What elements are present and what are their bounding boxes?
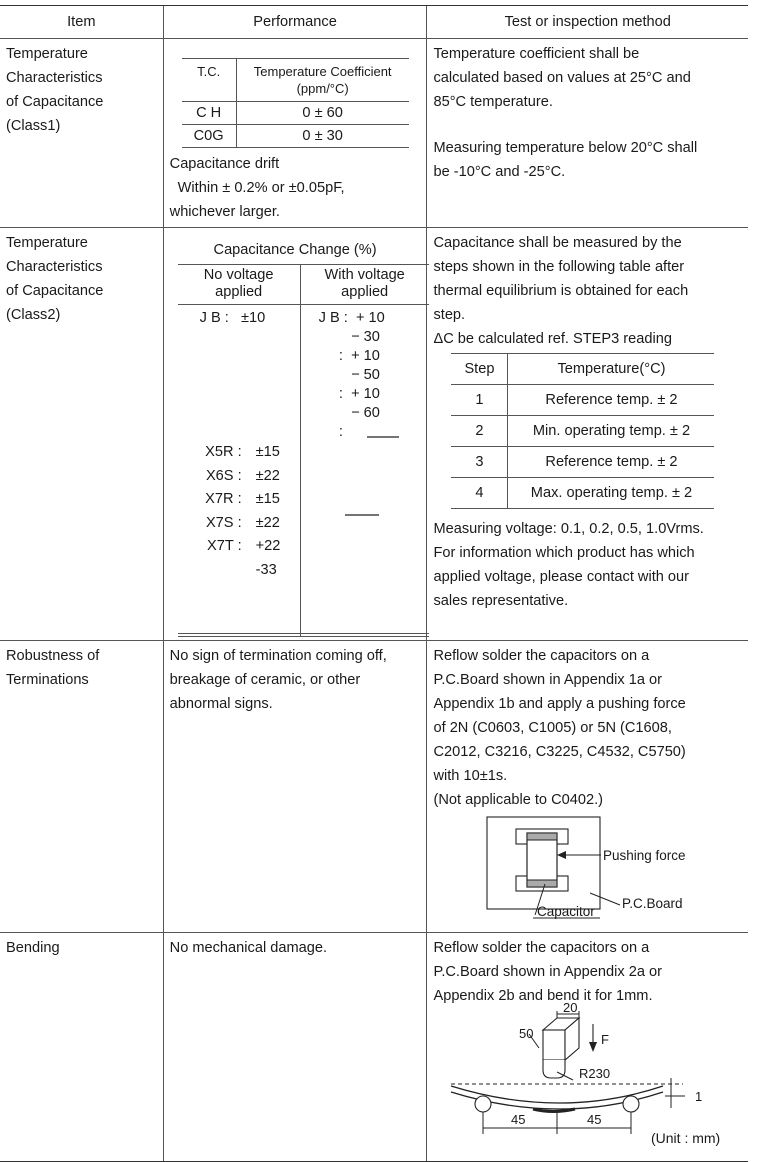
jb-voltage-line: − 50: [318, 367, 380, 383]
step-row: [451, 416, 714, 447]
item-robustness: Robustness of Terminations: [6, 648, 100, 688]
drift-line: whichever larger.: [169, 204, 280, 220]
termination: [527, 833, 557, 840]
step-row: [451, 478, 714, 509]
step-num: 2: [451, 416, 508, 447]
pushing-figure: [433, 816, 733, 920]
step-table: [451, 353, 714, 509]
jb-voltage-line: : + 10: [318, 386, 380, 402]
bending-figure: [433, 1000, 733, 1158]
cc-title: Capacitance Change (%): [213, 242, 377, 258]
spec-table: [0, 5, 748, 1162]
item-class2: Temperature Characteristics of Capacitance (Class2): [6, 235, 104, 323]
class-name: X7S :: [205, 514, 242, 531]
method-text: Measuring temperature below 20°C shall be -10°C and -25°C.: [433, 140, 698, 180]
tc-row: [182, 125, 409, 148]
dim-45-left: 45: [511, 1112, 526, 1127]
step-num: 1: [451, 385, 508, 416]
dash-markers: [305, 442, 425, 582]
class-value: -33: [255, 561, 277, 578]
jb-voltage-line: − 30: [318, 329, 380, 345]
capacitor-label: Capacitor: [537, 904, 596, 919]
dim-45-right: 45: [587, 1112, 602, 1127]
tc-header: T.C.: [182, 59, 237, 102]
class-row: [182, 512, 296, 536]
performance-text: No mechanical damage.: [169, 940, 328, 956]
jb-voltage-line: − 60: [318, 405, 380, 421]
header-performance: Performance: [163, 6, 427, 39]
pushing-label: Pushing force: [603, 848, 687, 863]
class-value: ±22: [255, 514, 280, 531]
method-text: Reflow solder the capacitors on a P.C.Board shown in Appendix 1a or Appendix 1b and apply a pushing force of 2N (C0603, C1005) or 5N (C1608, C2012, C3216, C3225, C4532, C5750) with 10±1s. (Not applicable to C0402.): [433, 648, 686, 808]
cc-table: [178, 264, 429, 637]
step-row: [451, 385, 714, 416]
dim-1: 1: [695, 1089, 703, 1104]
tc-table: [182, 58, 409, 148]
class-name: X7T :: [207, 538, 242, 554]
class-row: [182, 465, 296, 489]
tc-value: 0 ± 30: [236, 125, 409, 148]
method-text: Measuring voltage: 0.1, 0.2, 0.5, 1.0Vrms. For information which product has which applied voltage, please contact with our sales representative.: [433, 521, 704, 609]
method-text: Reflow solder the capacitors on a P.C.Board shown in Appendix 2a or Appendix 2b and bend it for 1mm.: [433, 940, 662, 1004]
method-text: Capacitance shall be measured by the steps shown in the following table after thermal equilibrium is obtained for each step.: [433, 235, 689, 323]
dim-20: 20: [563, 1000, 578, 1015]
class-value: ±22: [255, 467, 280, 484]
tc-code: C0G: [182, 125, 237, 148]
drift-title: Capacitance drift: [169, 156, 280, 172]
header-row: [0, 6, 748, 39]
class-name: X5R :: [205, 444, 242, 460]
no-voltage-header: No voltage applied: [178, 265, 301, 305]
tc-value: 0 ± 60: [236, 102, 409, 125]
step-temp: Max. operating temp. ± 2: [508, 478, 715, 509]
jb-with-voltage: [305, 309, 425, 442]
class-row: [182, 535, 296, 559]
class-name: X7R :: [205, 491, 242, 507]
jb-voltage-line: J B : + 10: [318, 310, 385, 326]
step-row: [451, 447, 714, 478]
class-list: [182, 441, 296, 582]
item-class1: Temperature Characteristics of Capacitance (Class1): [6, 46, 104, 134]
row-bending: [0, 933, 748, 1162]
class-row: [182, 488, 296, 512]
performance-text: No sign of termination coming off, breakage of ceramic, or other abnormal signs.: [169, 648, 387, 712]
method-text: ΔC be calculated ref. STEP3 reading: [433, 331, 672, 347]
header-method: Test or inspection method: [427, 6, 748, 39]
unit-label: (Unit : mm): [651, 1130, 721, 1146]
step-header: Step: [451, 354, 508, 385]
row-class2: [0, 228, 748, 641]
force-label: F: [601, 1032, 610, 1047]
row-robustness: [0, 641, 748, 933]
board-label: P.C.Board: [622, 896, 684, 911]
capacitor-body: [527, 833, 557, 887]
class-name: X6S :: [205, 467, 242, 484]
step-temp: Min. operating temp. ± 2: [508, 416, 715, 447]
step-temp: Reference temp. ± 2: [508, 385, 715, 416]
class-value: ±15: [255, 444, 280, 460]
item-bending: Bending: [6, 940, 60, 956]
coef-header: Temperature Coefficient (ppm/°C): [236, 59, 409, 102]
jb-voltage-line: : + 10: [318, 348, 380, 364]
class-value: +22: [255, 538, 281, 554]
tc-row: [182, 102, 409, 125]
dim-50: 50: [519, 1026, 534, 1041]
temp-header: Temperature(°C): [508, 354, 715, 385]
with-voltage-header: With voltage applied: [300, 265, 429, 305]
arrow-icon: [589, 1042, 597, 1052]
method-text: Temperature coefficient shall be calculated based on values at 25°C and 85°C temperature.: [433, 46, 691, 110]
arrow-icon: [557, 851, 566, 859]
step-num: 4: [451, 478, 508, 509]
class-value: ±15: [255, 491, 280, 507]
header-item: Item: [0, 6, 163, 39]
tc-code: C H: [182, 102, 237, 125]
step-num: 3: [451, 447, 508, 478]
termination: [527, 880, 557, 887]
step-temp: Reference temp. ± 2: [508, 447, 715, 478]
jb-no-voltage: J B : ±10: [199, 310, 266, 326]
drift-line: Within ± 0.2% or ±0.05pF,: [177, 180, 345, 196]
jb-voltage-line: :: [318, 424, 343, 440]
class-row: [182, 441, 296, 465]
radius-label: R230: [579, 1066, 611, 1081]
row-class1: [0, 39, 748, 228]
class-name: [182, 559, 256, 583]
class-row: [182, 559, 296, 583]
